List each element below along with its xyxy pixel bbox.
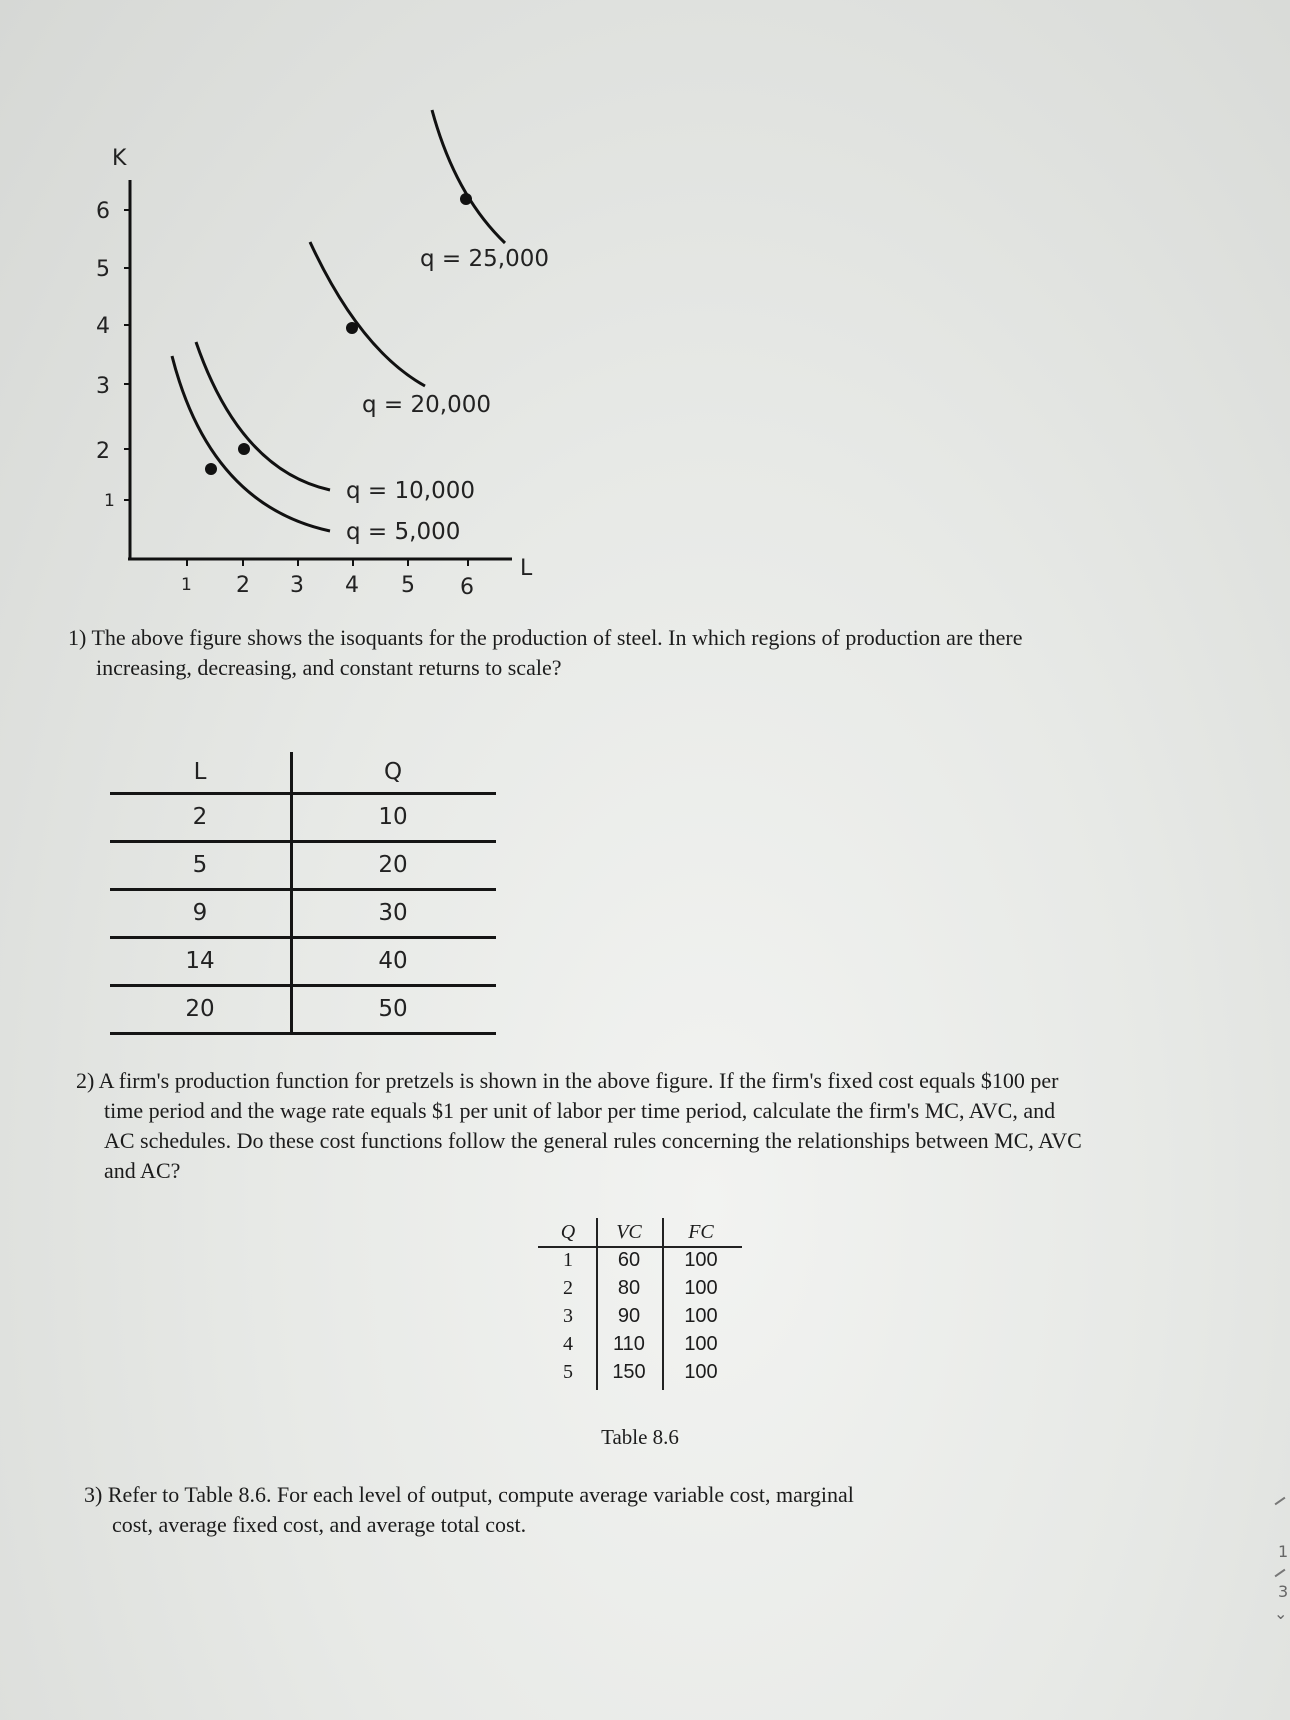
lq-cell-q: 30 xyxy=(378,900,408,926)
lq-cell-l: 20 xyxy=(185,996,215,1022)
t86-cell-fc: 100 xyxy=(684,1361,718,1383)
x-axis-label: L xyxy=(520,556,533,581)
question-2-line-4: and AC? xyxy=(104,1158,181,1183)
point-20000 xyxy=(346,322,358,334)
isoquant-25000 xyxy=(432,110,505,243)
question-2 xyxy=(76,1066,1266,1186)
chevron-down-icon[interactable]: ⌄ xyxy=(1274,1604,1288,1623)
point-25000 xyxy=(460,193,472,205)
lq-cell-l: 2 xyxy=(192,804,208,830)
t86-cell-vc: 60 xyxy=(617,1249,641,1271)
lq-table xyxy=(110,752,496,1035)
x-tick-2: 2 xyxy=(236,573,250,598)
point-5000 xyxy=(205,463,217,475)
edge-mark-3: 3 xyxy=(1278,1582,1289,1601)
table-row xyxy=(540,1274,740,1302)
t86-cell-q: 3 xyxy=(563,1305,573,1327)
table-row xyxy=(110,840,496,888)
lq-header-l: L xyxy=(193,759,207,785)
t86-cell-q: 1 xyxy=(563,1249,573,1271)
question-2-line-2: time period and the wage rate equals $1 per unit of labor per time period, calculate the firm's MC, AVC, and xyxy=(104,1098,1056,1123)
lq-table-header xyxy=(110,752,496,792)
t86-header-q: Q xyxy=(560,1221,576,1243)
question-1-line-1: The above figure shows the isoquants for the production of steel. In which regions of production are there xyxy=(91,625,1023,650)
t86-header-vc: VC xyxy=(616,1221,642,1243)
question-3 xyxy=(84,1480,984,1540)
question-2-line-3: AC schedules. Do these cost functions follow the general rules concerning the relationships between MC, AVC xyxy=(104,1128,1082,1153)
question-3-line-2: cost, average fixed cost, and average total cost. xyxy=(112,1512,527,1537)
label-q-25000: q = 25,000 xyxy=(420,246,549,272)
table-row xyxy=(110,792,496,840)
table-row xyxy=(110,984,496,1035)
question-3-number: 3) xyxy=(84,1482,103,1507)
x-tick-6: 6 xyxy=(460,575,474,600)
lq-cell-q: 40 xyxy=(378,948,408,974)
lq-cell-l: 5 xyxy=(192,852,208,878)
table-row xyxy=(110,888,496,936)
edge-mark-1: 1 xyxy=(1278,1542,1289,1561)
t86-cell-vc: 150 xyxy=(612,1361,646,1383)
question-1-number: 1) xyxy=(68,625,87,650)
isoquant-figure xyxy=(0,0,560,610)
table-8-6-header xyxy=(540,1218,740,1246)
isoquant-20000 xyxy=(310,242,425,386)
y-tick-3: 3 xyxy=(96,374,110,399)
y-tick-1: 1 xyxy=(104,491,115,511)
lq-table-divider xyxy=(290,752,293,1032)
question-1 xyxy=(68,623,1248,683)
question-2-number: 2) xyxy=(76,1068,95,1093)
t86-cell-q: 5 xyxy=(563,1361,573,1383)
table-8-6-divider xyxy=(662,1218,664,1390)
table-8-6 xyxy=(540,1218,740,1386)
t86-cell-fc: 100 xyxy=(684,1333,718,1355)
table-row xyxy=(110,936,496,984)
table-row xyxy=(540,1358,740,1386)
label-q-5000: q = 5,000 xyxy=(346,519,461,545)
question-2-line-1: A firm's production function for pretzels is shown in the above figure. If the firm's fixed cost equals $100 per xyxy=(98,1068,1059,1093)
table-row xyxy=(540,1330,740,1358)
lq-cell-q: 10 xyxy=(378,804,408,830)
table-8-6-header-rule xyxy=(538,1246,742,1248)
t86-cell-vc: 90 xyxy=(617,1305,641,1327)
x-tick-5: 5 xyxy=(401,573,415,598)
y-tick-4: 4 xyxy=(96,314,110,339)
table-8-6-caption: Table 8.6 xyxy=(601,1425,679,1449)
lq-cell-l: 14 xyxy=(185,948,215,974)
lq-cell-q: 20 xyxy=(378,852,408,878)
lq-cell-l: 9 xyxy=(192,900,208,926)
question-1-line-2: increasing, decreasing, and constant returns to scale? xyxy=(96,655,562,680)
point-10000 xyxy=(238,443,250,455)
x-tick-1: 1 xyxy=(181,575,192,595)
edge-marks xyxy=(1270,1500,1290,1623)
t86-header-fc: FC xyxy=(688,1221,714,1243)
t86-cell-vc: 110 xyxy=(613,1333,645,1355)
x-tick-3: 3 xyxy=(290,573,304,598)
y-axis-label: K xyxy=(112,146,127,171)
label-q-20000: q = 20,000 xyxy=(362,392,491,418)
table-row xyxy=(540,1246,740,1274)
t86-cell-vc: 80 xyxy=(617,1277,641,1299)
t86-cell-q: 4 xyxy=(563,1333,573,1355)
question-3-line-1: Refer to Table 8.6. For each level of output, compute average variable cost, marginal xyxy=(107,1482,854,1507)
lq-header-q: Q xyxy=(383,759,403,785)
label-q-10000: q = 10,000 xyxy=(346,478,475,504)
t86-cell-q: 2 xyxy=(563,1277,573,1299)
x-tick-4: 4 xyxy=(345,573,359,598)
lq-cell-q: 50 xyxy=(378,996,408,1022)
t86-cell-fc: 100 xyxy=(684,1277,718,1299)
y-tick-6: 6 xyxy=(96,199,110,224)
y-tick-5: 5 xyxy=(96,257,110,282)
table-row xyxy=(540,1302,740,1330)
table-8-6-divider xyxy=(596,1218,598,1390)
t86-cell-fc: 100 xyxy=(684,1305,718,1327)
t86-cell-fc: 100 xyxy=(684,1249,718,1271)
y-tick-2: 2 xyxy=(96,439,110,464)
